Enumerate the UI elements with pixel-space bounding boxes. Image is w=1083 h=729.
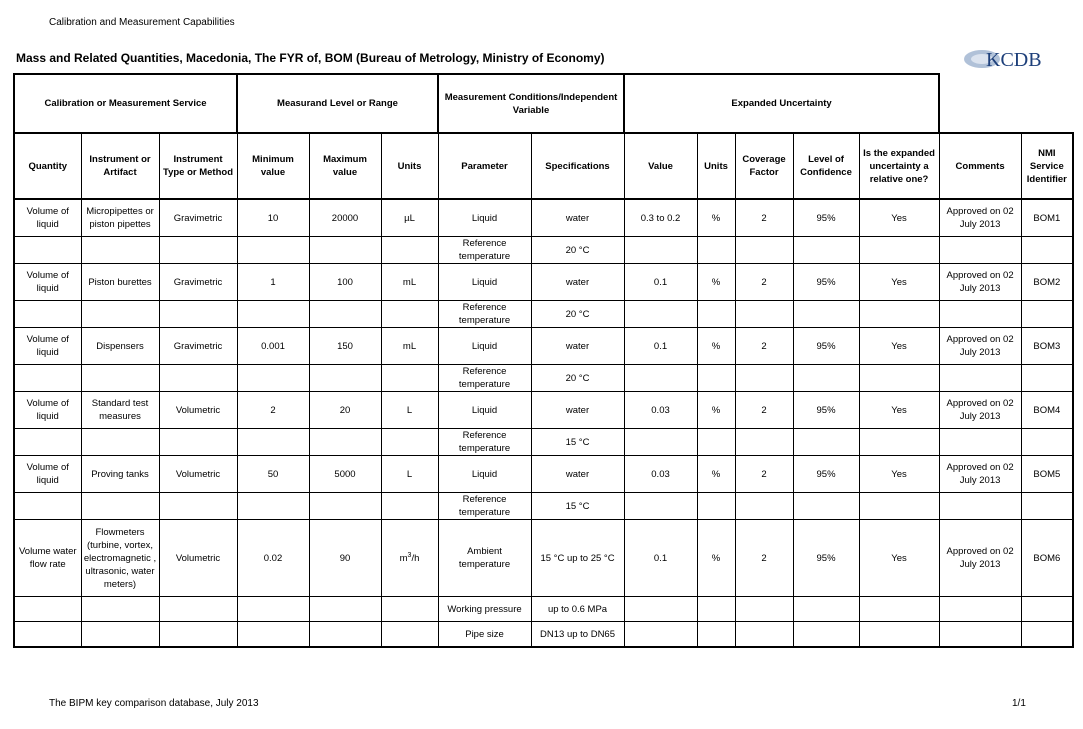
- cell-comments: Approved on 02 July 2013: [939, 199, 1021, 237]
- cell-value: 0.1: [624, 520, 697, 597]
- table-row: [14, 301, 1073, 328]
- cell-units: mL: [381, 264, 438, 301]
- cell-coverage: 2: [735, 328, 793, 365]
- cell-spec: DN13 up to DN65: [531, 622, 624, 648]
- table-row: [14, 264, 1073, 301]
- cell-instrument: Dispensers: [81, 328, 159, 365]
- cell-spec: water: [531, 199, 624, 237]
- cell-empty: [735, 493, 793, 520]
- cell-comments: Approved on 02 July 2013: [939, 456, 1021, 493]
- cell-empty: [697, 493, 735, 520]
- cell-coverage: 2: [735, 199, 793, 237]
- cell-relative: Yes: [859, 199, 939, 237]
- cell-empty: [14, 429, 81, 456]
- cell-spec: up to 0.6 MPa: [531, 597, 624, 622]
- cell-empty: [939, 493, 1021, 520]
- cell-empty: [14, 493, 81, 520]
- cell-type: Volumetric: [159, 520, 237, 597]
- col-quantity: Quantity: [14, 133, 81, 199]
- cell-units: [381, 520, 438, 597]
- cell-max: 150: [309, 328, 381, 365]
- cell-comments: Approved on 02 July 2013: [939, 520, 1021, 597]
- cell-empty: [1021, 429, 1073, 456]
- cell-unc-units: %: [697, 199, 735, 237]
- cell-parameter: Reference temperature: [438, 365, 531, 392]
- table-row: [14, 328, 1073, 365]
- cell-coverage: 2: [735, 520, 793, 597]
- col-confidence: Level of Confidence: [793, 133, 859, 199]
- cell-empty: [381, 429, 438, 456]
- footer-page-number: 1/1: [1012, 698, 1026, 709]
- table-row: [14, 392, 1073, 429]
- cell-empty: [859, 365, 939, 392]
- table-row: [14, 429, 1073, 456]
- cell-nmi: BOM3: [1021, 328, 1073, 365]
- cell-empty: [237, 301, 309, 328]
- cell-empty: [735, 237, 793, 264]
- cell-empty: [735, 429, 793, 456]
- group-measurand: Measurand Level or Range: [237, 74, 438, 133]
- column-header-row: [14, 133, 1073, 199]
- cell-units: µL: [381, 199, 438, 237]
- table-row: [14, 365, 1073, 392]
- col-instrument: Instrument or Artifact: [81, 133, 159, 199]
- cell-empty: [159, 365, 237, 392]
- cell-units: mL: [381, 328, 438, 365]
- cell-empty: [793, 237, 859, 264]
- cell-unc-units: %: [697, 264, 735, 301]
- cell-parameter: Pipe size: [438, 622, 531, 648]
- cell-parameter: Reference temperature: [438, 493, 531, 520]
- cell-max: 5000: [309, 456, 381, 493]
- document-header-label: Calibration and Measurement Capabilities: [49, 17, 235, 28]
- table-row: [14, 237, 1073, 264]
- cell-empty: [381, 237, 438, 264]
- cell-min: 0.02: [237, 520, 309, 597]
- cell-parameter: Liquid: [438, 392, 531, 429]
- cell-empty: [939, 301, 1021, 328]
- cell-instrument: Micropipettes or piston pipettes: [81, 199, 159, 237]
- cell-parameter: Liquid: [438, 264, 531, 301]
- cell-empty: [381, 493, 438, 520]
- kcdb-logo: [960, 45, 1060, 73]
- cell-empty: [309, 301, 381, 328]
- col-units: Units: [381, 133, 438, 199]
- col-comments: Comments: [939, 133, 1021, 199]
- table-row: [14, 597, 1073, 622]
- cell-empty: [381, 365, 438, 392]
- cell-type: Volumetric: [159, 392, 237, 429]
- cell-coverage: 2: [735, 264, 793, 301]
- col-parameter: Parameter: [438, 133, 531, 199]
- cell-value: 0.03: [624, 456, 697, 493]
- flow-rows: [14, 520, 1073, 648]
- cell-empty: [697, 429, 735, 456]
- cmc-table: [13, 73, 1074, 648]
- cell-empty: [697, 365, 735, 392]
- cell-quantity: Volume of liquid: [14, 264, 81, 301]
- cell-unc-units: %: [697, 456, 735, 493]
- cell-relative: Yes: [859, 264, 939, 301]
- cell-min: 1: [237, 264, 309, 301]
- cell-comments: Approved on 02 July 2013: [939, 392, 1021, 429]
- cell-empty: [1021, 365, 1073, 392]
- cell-empty: [309, 429, 381, 456]
- cell-empty: [237, 237, 309, 264]
- cell-empty: [793, 493, 859, 520]
- cell-empty: [793, 429, 859, 456]
- col-type: Instrument Type or Method: [159, 133, 237, 199]
- cell-confidence: 95%: [793, 199, 859, 237]
- cell-min: 10: [237, 199, 309, 237]
- cell-empty: [81, 237, 159, 264]
- cell-empty: [624, 493, 697, 520]
- cell-spec: 20 °C: [531, 301, 624, 328]
- col-max: Maximum value: [309, 133, 381, 199]
- group-conditions: Measurement Conditions/Independent Variable: [438, 74, 624, 133]
- cell-empty: [939, 237, 1021, 264]
- logo-text: KCDB: [986, 49, 1042, 71]
- cell-quantity: Volume of liquid: [14, 456, 81, 493]
- cell-value: 0.1: [624, 328, 697, 365]
- cell-empty: [1021, 493, 1073, 520]
- cell-empty: [81, 301, 159, 328]
- cell-parameter: Working pressure: [438, 597, 531, 622]
- cell-value: 0.1: [624, 264, 697, 301]
- group-blank: [939, 74, 1073, 133]
- cell-empty: [697, 301, 735, 328]
- cell-min: 0.001: [237, 328, 309, 365]
- cell-max: 90: [309, 520, 381, 597]
- cell-spec: 15 °C: [531, 429, 624, 456]
- cell-spec: 20 °C: [531, 237, 624, 264]
- cell-min: 2: [237, 392, 309, 429]
- cell-type: Volumetric: [159, 456, 237, 493]
- cell-spec: water: [531, 328, 624, 365]
- cell-value: 0.03: [624, 392, 697, 429]
- cell-max: 20: [309, 392, 381, 429]
- cell-quantity: Volume of liquid: [14, 392, 81, 429]
- col-coverage: Coverage Factor: [735, 133, 793, 199]
- cell-empty: [735, 365, 793, 392]
- table-row: [14, 622, 1073, 648]
- cell-spec: 20 °C: [531, 365, 624, 392]
- cell-empty: [1021, 237, 1073, 264]
- cell-empty: [939, 365, 1021, 392]
- cell-confidence: 95%: [793, 392, 859, 429]
- cell-units: L: [381, 392, 438, 429]
- cell-parameter: Ambient temperature: [438, 520, 531, 597]
- cell-empty: [159, 493, 237, 520]
- cell-max: 100: [309, 264, 381, 301]
- cell-empty: [859, 493, 939, 520]
- cell-spec: water: [531, 456, 624, 493]
- cell-relative: Yes: [859, 328, 939, 365]
- cell-empty: [624, 365, 697, 392]
- cell-spec: water: [531, 392, 624, 429]
- table-row: [14, 493, 1073, 520]
- col-min: Minimum value: [237, 133, 309, 199]
- cell-confidence: 95%: [793, 328, 859, 365]
- cell-empty: [237, 365, 309, 392]
- cell-parameter: Liquid: [438, 328, 531, 365]
- cell-empty: [237, 493, 309, 520]
- cell-empty: [624, 301, 697, 328]
- cell-relative: Yes: [859, 520, 939, 597]
- col-specifications: Specifications: [531, 133, 624, 199]
- cell-spec: water: [531, 264, 624, 301]
- cell-value: 0.3 to 0.2: [624, 199, 697, 237]
- cell-confidence: 95%: [793, 456, 859, 493]
- cell-spec: 15 °C: [531, 493, 624, 520]
- cell-empty: [735, 301, 793, 328]
- cell-empty: [159, 301, 237, 328]
- cell-type: Gravimetric: [159, 264, 237, 301]
- cell-empty: [859, 429, 939, 456]
- footer-source: The BIPM key comparison database, July 2013: [49, 698, 259, 709]
- table-row: [14, 520, 1073, 597]
- cell-parameter: Liquid: [438, 199, 531, 237]
- cell-empty: [939, 429, 1021, 456]
- unit-base: m: [399, 552, 408, 564]
- unit-tail: /h: [411, 552, 420, 564]
- cell-unc-units: %: [697, 392, 735, 429]
- cell-empty: [793, 365, 859, 392]
- cell-empty: [309, 365, 381, 392]
- cell-unc-units: %: [697, 328, 735, 365]
- cell-comments: Approved on 02 July 2013: [939, 264, 1021, 301]
- cell-instrument: Standard test measures: [81, 392, 159, 429]
- unit-sup: 3: [407, 551, 412, 559]
- cell-units: L: [381, 456, 438, 493]
- cell-empty: [309, 493, 381, 520]
- cell-empty: [237, 429, 309, 456]
- cell-type: Gravimetric: [159, 328, 237, 365]
- cell-empty: [859, 237, 939, 264]
- cell-empty: [14, 237, 81, 264]
- cell-instrument: Proving tanks: [81, 456, 159, 493]
- cell-empty: [309, 237, 381, 264]
- cell-empty: [381, 301, 438, 328]
- cell-unc-units: %: [697, 520, 735, 597]
- cell-spec: 15 °C up to 25 °C: [531, 520, 624, 597]
- page-title: Mass and Related Quantities, Macedonia, The FYR of, BOM (Bureau of Metrology, Ministry of Economy): [16, 51, 605, 65]
- cell-max: 20000: [309, 199, 381, 237]
- cell-coverage: 2: [735, 456, 793, 493]
- table-row: [14, 199, 1073, 237]
- cell-instrument: Flowmeters (turbine, vortex, electromagnetic , ultrasonic, water meters): [81, 520, 159, 597]
- cell-coverage: 2: [735, 392, 793, 429]
- cell-quantity: Volume of liquid: [14, 328, 81, 365]
- cell-empty: [793, 301, 859, 328]
- cell-empty: [1021, 301, 1073, 328]
- cell-empty: [624, 237, 697, 264]
- cell-parameter: Reference temperature: [438, 429, 531, 456]
- cell-empty: [14, 301, 81, 328]
- col-nmi: NMI Service Identifier: [1021, 133, 1073, 199]
- col-relative: Is the expanded uncertainty a relative one?: [859, 133, 939, 199]
- cell-relative: Yes: [859, 456, 939, 493]
- cell-type: Gravimetric: [159, 199, 237, 237]
- group-header-row: [14, 74, 1073, 133]
- cell-quantity: Volume water flow rate: [14, 520, 81, 597]
- cell-min: 50: [237, 456, 309, 493]
- cell-parameter: Reference temperature: [438, 237, 531, 264]
- col-value: Value: [624, 133, 697, 199]
- cell-nmi: BOM2: [1021, 264, 1073, 301]
- cell-empty: [159, 429, 237, 456]
- cell-relative: Yes: [859, 392, 939, 429]
- table-row: [14, 456, 1073, 493]
- cell-empty: [159, 237, 237, 264]
- cell-empty: [697, 237, 735, 264]
- cell-quantity: Volume of liquid: [14, 199, 81, 237]
- group-service: Calibration or Measurement Service: [14, 74, 237, 133]
- cell-empty: [624, 429, 697, 456]
- cell-instrument: Piston burettes: [81, 264, 159, 301]
- cell-nmi: BOM1: [1021, 199, 1073, 237]
- cell-confidence: 95%: [793, 264, 859, 301]
- cell-comments: Approved on 02 July 2013: [939, 328, 1021, 365]
- cell-nmi: BOM5: [1021, 456, 1073, 493]
- cell-empty: [81, 429, 159, 456]
- cell-parameter: Liquid: [438, 456, 531, 493]
- table-body: [14, 199, 1073, 520]
- cell-confidence: 95%: [793, 520, 859, 597]
- col-unc-units: Units: [697, 133, 735, 199]
- cell-empty: [859, 301, 939, 328]
- cell-empty: [81, 493, 159, 520]
- cell-empty: [14, 365, 81, 392]
- cell-empty: [81, 365, 159, 392]
- cell-nmi: BOM6: [1021, 520, 1073, 597]
- group-uncertainty: Expanded Uncertainty: [624, 74, 939, 133]
- cell-nmi: BOM4: [1021, 392, 1073, 429]
- cell-parameter: Reference temperature: [438, 301, 531, 328]
